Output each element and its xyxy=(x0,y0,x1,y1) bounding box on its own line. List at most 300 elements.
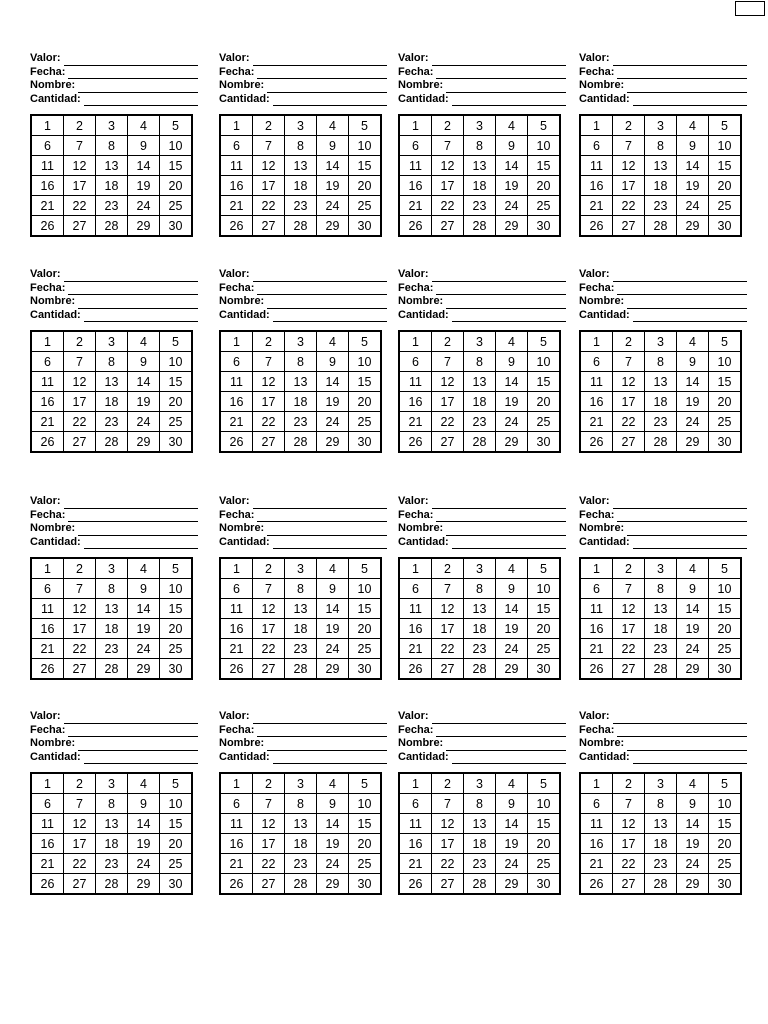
field-label-nombre: Nombre: xyxy=(219,737,265,749)
grid-cell: 12 xyxy=(613,372,645,392)
grid-cell: 3 xyxy=(645,558,677,579)
field-label-valor: Valor: xyxy=(398,52,429,64)
grid-cell: 20 xyxy=(349,176,382,196)
grid-row xyxy=(399,115,560,136)
grid-row xyxy=(399,854,560,874)
field-line-valor xyxy=(253,713,387,724)
grid-cell: 21 xyxy=(220,639,253,659)
grid-cell: 3 xyxy=(464,331,496,352)
grid-cell: 26 xyxy=(31,874,64,895)
grid-cell: 10 xyxy=(349,352,382,372)
grid-cell: 18 xyxy=(645,619,677,639)
grid-cell: 17 xyxy=(432,392,464,412)
grid-row xyxy=(580,814,741,834)
grid-row xyxy=(399,599,560,619)
grid-cell: 1 xyxy=(220,558,253,579)
field-line-fecha xyxy=(617,511,747,522)
grid-row xyxy=(220,331,381,352)
grid-cell: 2 xyxy=(253,558,285,579)
grid-cell: 12 xyxy=(64,156,96,176)
grid-row xyxy=(31,854,192,874)
ticket-fields xyxy=(219,52,387,106)
grid-row xyxy=(399,834,560,854)
grid-cell: 17 xyxy=(253,619,285,639)
field-line-fecha xyxy=(617,284,747,295)
grid-cell: 29 xyxy=(496,216,528,237)
grid-cell: 24 xyxy=(317,854,349,874)
grid-cell: 11 xyxy=(399,599,432,619)
grid-cell: 2 xyxy=(253,773,285,794)
ticket-card xyxy=(579,52,747,237)
field-cantidad xyxy=(579,751,747,765)
field-label-fecha: Fecha: xyxy=(30,281,66,294)
field-cantidad xyxy=(579,93,747,107)
grid-cell: 1 xyxy=(220,331,253,352)
grid-cell: 15 xyxy=(160,814,193,834)
grid-cell: 21 xyxy=(580,196,613,216)
grid-cell: 17 xyxy=(613,834,645,854)
grid-cell: 7 xyxy=(432,136,464,156)
grid-cell: 15 xyxy=(528,372,561,392)
grid-cell: 16 xyxy=(399,619,432,639)
grid-row xyxy=(31,372,192,392)
ticket-card xyxy=(30,710,198,895)
grid-cell: 13 xyxy=(285,372,317,392)
grid-cell: 14 xyxy=(128,156,160,176)
grid-cell: 19 xyxy=(677,176,709,196)
grid-cell: 24 xyxy=(317,639,349,659)
grid-cell: 27 xyxy=(64,659,96,680)
ticket-card xyxy=(398,710,566,895)
field-line-fecha xyxy=(257,68,387,79)
field-line-nombre xyxy=(627,82,747,93)
grid-cell: 22 xyxy=(253,196,285,216)
grid-cell: 11 xyxy=(580,156,613,176)
grid-cell: 12 xyxy=(432,599,464,619)
grid-cell: 25 xyxy=(709,639,742,659)
grid-cell: 27 xyxy=(432,216,464,237)
grid-cell: 3 xyxy=(96,773,128,794)
field-fecha xyxy=(398,282,566,296)
grid-cell: 14 xyxy=(496,156,528,176)
field-label-fecha: Fecha: xyxy=(579,723,615,736)
grid-cell: 22 xyxy=(613,196,645,216)
grid-cell: 27 xyxy=(253,216,285,237)
field-label-cantidad: Cantidad: xyxy=(30,535,81,548)
grid-cell: 16 xyxy=(31,834,64,854)
field-nombre xyxy=(579,737,747,751)
field-line-fecha xyxy=(68,511,198,522)
grid-cell: 19 xyxy=(128,619,160,639)
field-cantidad xyxy=(219,536,387,550)
grid-row xyxy=(399,558,560,579)
grid-cell: 24 xyxy=(677,639,709,659)
grid-cell: 2 xyxy=(253,115,285,136)
grid-cell: 19 xyxy=(496,834,528,854)
grid-cell: 5 xyxy=(160,558,193,579)
grid-cell: 1 xyxy=(31,115,64,136)
corner-box xyxy=(735,1,765,16)
grid-cell: 2 xyxy=(253,331,285,352)
grid-row xyxy=(220,115,381,136)
grid-row xyxy=(580,115,741,136)
grid-cell: 30 xyxy=(160,874,193,895)
field-line-nombre xyxy=(627,740,747,751)
grid-row xyxy=(31,156,192,176)
grid-cell: 8 xyxy=(464,794,496,814)
grid-cell: 23 xyxy=(96,196,128,216)
grid-cell: 23 xyxy=(285,854,317,874)
grid-cell: 29 xyxy=(677,216,709,237)
field-line-cantidad xyxy=(452,753,566,764)
grid-cell: 9 xyxy=(128,136,160,156)
field-label-nombre: Nombre: xyxy=(579,737,625,749)
grid-cell: 25 xyxy=(349,412,382,432)
grid-cell: 29 xyxy=(317,216,349,237)
ticket-fields xyxy=(219,268,387,322)
grid-cell: 25 xyxy=(709,854,742,874)
grid-row xyxy=(220,619,381,639)
grid-cell: 10 xyxy=(528,352,561,372)
grid-cell: 25 xyxy=(349,196,382,216)
grid-row xyxy=(31,794,192,814)
grid-cell: 25 xyxy=(528,412,561,432)
field-fecha xyxy=(30,509,198,523)
grid-cell: 12 xyxy=(613,599,645,619)
grid-cell: 18 xyxy=(645,392,677,412)
grid-cell: 22 xyxy=(253,854,285,874)
field-label-cantidad: Cantidad: xyxy=(398,92,449,105)
grid-cell: 7 xyxy=(64,579,96,599)
ticket-fields xyxy=(579,268,747,322)
grid-cell: 18 xyxy=(285,176,317,196)
grid-cell: 24 xyxy=(677,412,709,432)
grid-cell: 1 xyxy=(580,773,613,794)
grid-cell: 12 xyxy=(253,372,285,392)
grid-cell: 9 xyxy=(677,794,709,814)
field-line-cantidad xyxy=(84,538,198,549)
grid-cell: 21 xyxy=(399,854,432,874)
grid-cell: 16 xyxy=(220,392,253,412)
grid-cell: 5 xyxy=(528,558,561,579)
number-grid xyxy=(398,330,561,453)
grid-cell: 8 xyxy=(645,136,677,156)
grid-cell: 7 xyxy=(432,794,464,814)
grid-row xyxy=(580,352,741,372)
field-valor xyxy=(30,495,198,509)
grid-cell: 26 xyxy=(220,432,253,453)
grid-row xyxy=(580,392,741,412)
field-cantidad xyxy=(579,309,747,323)
grid-cell: 11 xyxy=(399,156,432,176)
field-line-fecha xyxy=(68,68,198,79)
grid-row xyxy=(31,874,192,895)
grid-cell: 2 xyxy=(432,773,464,794)
number-grid xyxy=(398,114,561,237)
field-line-cantidad xyxy=(633,753,747,764)
grid-cell: 30 xyxy=(709,216,742,237)
grid-cell: 20 xyxy=(709,834,742,854)
grid-cell: 28 xyxy=(464,874,496,895)
grid-cell: 15 xyxy=(349,372,382,392)
grid-cell: 14 xyxy=(496,599,528,619)
grid-row xyxy=(580,659,741,680)
grid-cell: 15 xyxy=(709,372,742,392)
grid-cell: 11 xyxy=(399,814,432,834)
grid-cell: 20 xyxy=(160,834,193,854)
grid-cell: 16 xyxy=(220,834,253,854)
grid-cell: 30 xyxy=(349,659,382,680)
grid-cell: 27 xyxy=(613,432,645,453)
grid-row xyxy=(31,773,192,794)
grid-cell: 17 xyxy=(432,834,464,854)
field-label-valor: Valor: xyxy=(30,495,61,507)
grid-cell: 4 xyxy=(317,558,349,579)
grid-cell: 13 xyxy=(645,814,677,834)
grid-cell: 21 xyxy=(580,854,613,874)
grid-cell: 24 xyxy=(677,196,709,216)
grid-row xyxy=(399,432,560,453)
grid-row xyxy=(399,874,560,895)
grid-row xyxy=(31,136,192,156)
field-valor xyxy=(30,268,198,282)
field-label-cantidad: Cantidad: xyxy=(398,535,449,548)
grid-cell: 9 xyxy=(317,136,349,156)
grid-cell: 23 xyxy=(285,639,317,659)
grid-cell: 21 xyxy=(580,412,613,432)
grid-cell: 28 xyxy=(285,659,317,680)
field-label-cantidad: Cantidad: xyxy=(219,750,270,763)
grid-row xyxy=(31,558,192,579)
grid-cell: 13 xyxy=(464,599,496,619)
grid-cell: 3 xyxy=(96,558,128,579)
number-grid xyxy=(579,114,742,237)
field-line-fecha xyxy=(436,511,566,522)
grid-cell: 11 xyxy=(31,599,64,619)
grid-cell: 2 xyxy=(613,115,645,136)
field-label-valor: Valor: xyxy=(398,495,429,507)
grid-cell: 17 xyxy=(64,176,96,196)
grid-cell: 17 xyxy=(432,619,464,639)
field-line-nombre xyxy=(446,82,566,93)
grid-cell: 17 xyxy=(432,176,464,196)
grid-row xyxy=(580,854,741,874)
grid-row xyxy=(31,659,192,680)
field-line-fecha xyxy=(436,284,566,295)
grid-cell: 6 xyxy=(220,352,253,372)
field-label-valor: Valor: xyxy=(398,268,429,280)
grid-cell: 23 xyxy=(645,854,677,874)
field-line-cantidad xyxy=(633,311,747,322)
grid-row xyxy=(580,216,741,237)
grid-cell: 30 xyxy=(160,659,193,680)
grid-cell: 20 xyxy=(349,619,382,639)
grid-cell: 24 xyxy=(496,412,528,432)
grid-cell: 23 xyxy=(96,412,128,432)
grid-cell: 5 xyxy=(160,331,193,352)
grid-cell: 4 xyxy=(317,773,349,794)
grid-cell: 11 xyxy=(580,814,613,834)
grid-cell: 24 xyxy=(128,412,160,432)
grid-cell: 20 xyxy=(528,834,561,854)
grid-cell: 17 xyxy=(253,834,285,854)
grid-row xyxy=(220,412,381,432)
grid-row xyxy=(220,392,381,412)
grid-cell: 6 xyxy=(31,579,64,599)
field-nombre xyxy=(579,79,747,93)
grid-cell: 10 xyxy=(709,794,742,814)
field-line-fecha xyxy=(257,284,387,295)
grid-cell: 29 xyxy=(128,432,160,453)
grid-cell: 20 xyxy=(349,392,382,412)
grid-cell: 5 xyxy=(709,331,742,352)
grid-cell: 5 xyxy=(709,558,742,579)
field-nombre xyxy=(219,737,387,751)
grid-row xyxy=(31,216,192,237)
grid-cell: 13 xyxy=(96,372,128,392)
grid-row xyxy=(399,331,560,352)
grid-cell: 24 xyxy=(496,639,528,659)
grid-cell: 8 xyxy=(464,352,496,372)
ticket-fields xyxy=(579,52,747,106)
grid-cell: 11 xyxy=(220,599,253,619)
grid-cell: 19 xyxy=(128,392,160,412)
grid-row xyxy=(399,352,560,372)
field-valor xyxy=(398,495,566,509)
grid-cell: 7 xyxy=(64,794,96,814)
grid-cell: 28 xyxy=(285,874,317,895)
number-grid xyxy=(579,330,742,453)
grid-cell: 27 xyxy=(64,874,96,895)
field-label-fecha: Fecha: xyxy=(219,723,255,736)
grid-cell: 10 xyxy=(160,579,193,599)
grid-cell: 17 xyxy=(64,392,96,412)
grid-cell: 7 xyxy=(64,136,96,156)
grid-cell: 4 xyxy=(128,773,160,794)
grid-cell: 8 xyxy=(645,352,677,372)
grid-cell: 28 xyxy=(645,659,677,680)
grid-cell: 27 xyxy=(613,659,645,680)
grid-cell: 21 xyxy=(31,854,64,874)
ticket-card xyxy=(30,52,198,237)
field-nombre xyxy=(30,79,198,93)
grid-cell: 25 xyxy=(528,639,561,659)
grid-cell: 26 xyxy=(220,874,253,895)
grid-cell: 15 xyxy=(528,599,561,619)
grid-cell: 21 xyxy=(399,639,432,659)
grid-cell: 1 xyxy=(220,115,253,136)
grid-cell: 10 xyxy=(528,579,561,599)
field-nombre xyxy=(398,522,566,536)
grid-cell: 9 xyxy=(128,579,160,599)
grid-cell: 6 xyxy=(220,579,253,599)
field-line-valor xyxy=(64,713,198,724)
grid-cell: 13 xyxy=(645,156,677,176)
grid-cell: 28 xyxy=(464,432,496,453)
field-line-cantidad xyxy=(452,95,566,106)
grid-row xyxy=(399,216,560,237)
grid-cell: 20 xyxy=(528,392,561,412)
grid-cell: 21 xyxy=(31,196,64,216)
grid-cell: 29 xyxy=(677,874,709,895)
ticket-card xyxy=(30,495,198,680)
grid-cell: 27 xyxy=(64,216,96,237)
grid-cell: 16 xyxy=(31,392,64,412)
grid-cell: 14 xyxy=(317,372,349,392)
field-cantidad xyxy=(398,536,566,550)
grid-cell: 13 xyxy=(464,372,496,392)
grid-cell: 2 xyxy=(432,558,464,579)
field-line-nombre xyxy=(267,298,387,309)
grid-cell: 5 xyxy=(528,773,561,794)
grid-cell: 3 xyxy=(645,773,677,794)
field-label-cantidad: Cantidad: xyxy=(30,92,81,105)
grid-cell: 12 xyxy=(253,814,285,834)
grid-cell: 27 xyxy=(613,216,645,237)
grid-cell: 10 xyxy=(709,579,742,599)
grid-cell: 25 xyxy=(160,412,193,432)
grid-cell: 18 xyxy=(464,176,496,196)
grid-cell: 9 xyxy=(317,579,349,599)
field-label-cantidad: Cantidad: xyxy=(579,535,630,548)
field-fecha xyxy=(219,282,387,296)
grid-cell: 2 xyxy=(613,558,645,579)
grid-cell: 25 xyxy=(528,854,561,874)
grid-cell: 18 xyxy=(285,619,317,639)
field-line-cantidad xyxy=(633,95,747,106)
number-grid xyxy=(30,772,193,895)
field-valor xyxy=(219,710,387,724)
field-label-nombre: Nombre: xyxy=(398,295,444,307)
grid-row xyxy=(31,392,192,412)
grid-cell: 18 xyxy=(96,392,128,412)
grid-cell: 19 xyxy=(496,392,528,412)
grid-cell: 5 xyxy=(349,773,382,794)
grid-cell: 14 xyxy=(317,599,349,619)
grid-cell: 4 xyxy=(677,115,709,136)
grid-cell: 1 xyxy=(31,773,64,794)
grid-cell: 4 xyxy=(317,331,349,352)
grid-cell: 27 xyxy=(613,874,645,895)
field-line-nombre xyxy=(446,525,566,536)
field-label-nombre: Nombre: xyxy=(219,295,265,307)
grid-row xyxy=(399,773,560,794)
field-label-fecha: Fecha: xyxy=(398,281,434,294)
grid-cell: 1 xyxy=(580,331,613,352)
grid-cell: 23 xyxy=(645,196,677,216)
grid-row xyxy=(399,579,560,599)
grid-cell: 25 xyxy=(528,196,561,216)
grid-cell: 4 xyxy=(128,558,160,579)
grid-cell: 22 xyxy=(613,412,645,432)
field-cantidad xyxy=(579,536,747,550)
field-line-valor xyxy=(613,271,747,282)
ticket-card xyxy=(219,52,387,237)
grid-cell: 13 xyxy=(285,814,317,834)
grid-row xyxy=(220,579,381,599)
grid-cell: 8 xyxy=(645,579,677,599)
field-line-fecha xyxy=(257,726,387,737)
field-label-nombre: Nombre: xyxy=(219,79,265,91)
field-valor xyxy=(30,52,198,66)
grid-cell: 6 xyxy=(399,136,432,156)
field-fecha xyxy=(579,66,747,80)
grid-cell: 6 xyxy=(31,794,64,814)
grid-cell: 11 xyxy=(31,814,64,834)
grid-cell: 11 xyxy=(31,372,64,392)
grid-cell: 17 xyxy=(613,176,645,196)
field-line-cantidad xyxy=(84,753,198,764)
